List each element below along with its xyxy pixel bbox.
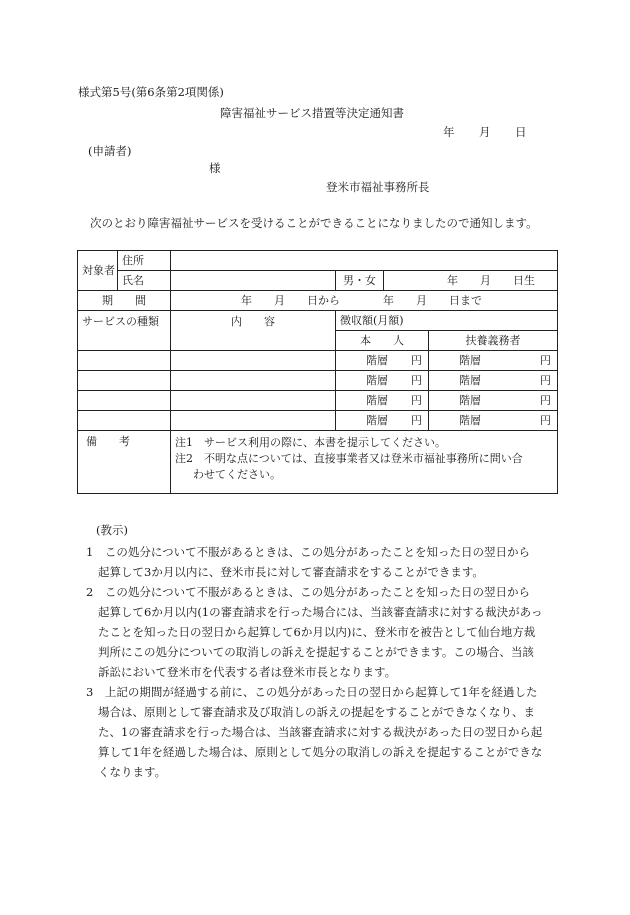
address-label: 住所	[118, 251, 171, 271]
issuer-office: 登米市福祉事務所長	[326, 180, 430, 194]
supporter-amount-cell	[429, 371, 558, 391]
instruction-line: 訴訟において登米市を代表する者は登米市長となります。	[98, 665, 397, 679]
tier-text: 階層	[366, 374, 388, 387]
instruction-line: 場合は、原則として審査請求及び取消しの訴えの提起をすることができなくなり、ま	[98, 705, 535, 719]
content-cell	[171, 351, 336, 371]
address-value	[171, 251, 558, 271]
tier-text: 階層	[459, 354, 481, 367]
self-amount-cell	[336, 411, 429, 431]
yen-text: 円	[411, 374, 422, 387]
yen-text: 円	[411, 354, 422, 367]
table-row	[78, 411, 558, 431]
tier-text: 階層	[366, 354, 388, 367]
instruction-line: た、1の審査請求を行った場合は、当該審査請求に対する裁決があった日の翌日から起	[98, 725, 543, 739]
yen-text: 円	[540, 374, 552, 387]
date-year: 年	[443, 125, 455, 139]
instruction-line: 起算して6か月以内(1の審査請求を行った場合には、当該審査請求に対する裁決があっ	[98, 605, 543, 619]
instruction-item-3	[86, 682, 556, 782]
instruction-line: くなります。	[98, 765, 167, 779]
table-row	[78, 351, 558, 371]
self-amount-cell	[336, 351, 429, 371]
instruction-line: 起算して3か月以内に、登米市長に対して審査請求をすることができます。	[98, 565, 484, 579]
intro-text: 次のとおり障害福祉サービスを受けることができることになりましたので通知します。	[90, 216, 538, 230]
service-type-cell	[78, 371, 171, 391]
date-month: 月	[479, 125, 491, 139]
note-2-continued: わせてください。	[193, 467, 281, 481]
name-label: 氏名	[118, 271, 171, 291]
birthdate-label: 年 月 日生	[384, 271, 558, 291]
service-decision-table	[77, 250, 558, 494]
instruction-line: たことを知った日の翌日から起算して6か月以内)に、登米市を被告として仙台地方裁	[98, 625, 536, 639]
self-label: 本 人	[336, 331, 429, 351]
period-to: 年 月 日まで	[383, 293, 482, 307]
note-2: 注2 不明な点については、直接事業者又は登米市福祉事務所に問い合	[175, 451, 523, 465]
tier-text: 階層	[459, 394, 481, 407]
remarks-label: 備 考	[78, 431, 171, 494]
issue-date	[443, 126, 527, 140]
period-label: 期 間	[78, 291, 171, 311]
period-from: 年 月 日から	[241, 293, 340, 307]
table-row	[78, 371, 558, 391]
yen-text: 円	[411, 414, 422, 427]
service-type-cell	[78, 391, 171, 411]
table-row	[78, 391, 558, 411]
yen-text: 円	[540, 394, 552, 407]
supporter-amount-cell	[429, 351, 558, 371]
supporter-amount-cell	[429, 391, 558, 411]
tier-text: 階層	[459, 374, 481, 387]
note-1: 注1 サービス利用の際に、本書を提示してください。	[175, 436, 446, 449]
instruction-line: 3 上記の期間が経過する前に、この処分があった日の翌日から起算して1年を経過した	[86, 685, 538, 699]
service-type-cell	[78, 411, 171, 431]
yen-text: 円	[411, 394, 422, 407]
honorific-sama: 様	[209, 161, 221, 175]
content-label: 内 容	[171, 311, 336, 351]
content-cell	[171, 391, 336, 411]
self-amount-cell	[336, 391, 429, 411]
instruction-line: 1 この処分について不服があるときは、この処分があったことを知った日の翌日から	[86, 545, 530, 559]
tier-text: 階層	[366, 414, 388, 427]
content-cell	[171, 411, 336, 431]
applicant-label: (申請者)	[88, 144, 132, 158]
service-type-cell	[78, 351, 171, 371]
sex-label: 男・女	[336, 271, 384, 291]
yen-text: 円	[540, 354, 552, 367]
document-title: 障害福祉サービス措置等決定通知書	[220, 106, 404, 120]
self-amount-cell	[336, 371, 429, 391]
tier-text: 階層	[366, 394, 388, 407]
instructions-title: (教示)	[96, 523, 128, 537]
instruction-line: 判所にこの処分についての取消しの訴えを提起することができます。この場合、当該	[98, 645, 534, 659]
content-cell	[171, 371, 336, 391]
instructions-body	[86, 542, 556, 782]
supporter-label: 扶養義務者	[429, 331, 558, 351]
instruction-item-1	[86, 542, 556, 582]
tier-text: 階層	[459, 414, 481, 427]
date-day: 日	[515, 125, 527, 139]
fee-label: 徴収額(月額)	[336, 311, 558, 331]
remarks-notes	[171, 431, 558, 494]
instruction-line: 2 この処分について不服があるときは、この処分があったことを知った日の翌日から	[86, 585, 530, 599]
supporter-amount-cell	[429, 411, 558, 431]
form-number: 様式第5号(第6条第2項関係)	[78, 85, 224, 99]
service-type-label: サービスの種類	[78, 311, 171, 351]
subject-label: 対象者	[78, 251, 118, 291]
name-value	[171, 271, 336, 291]
instruction-line: 算して1年を経過した場合は、原則として処分の取消しの訴えを提起することができな	[98, 745, 543, 759]
period-value	[171, 291, 558, 311]
yen-text: 円	[540, 414, 552, 427]
instruction-item-2	[86, 582, 556, 682]
